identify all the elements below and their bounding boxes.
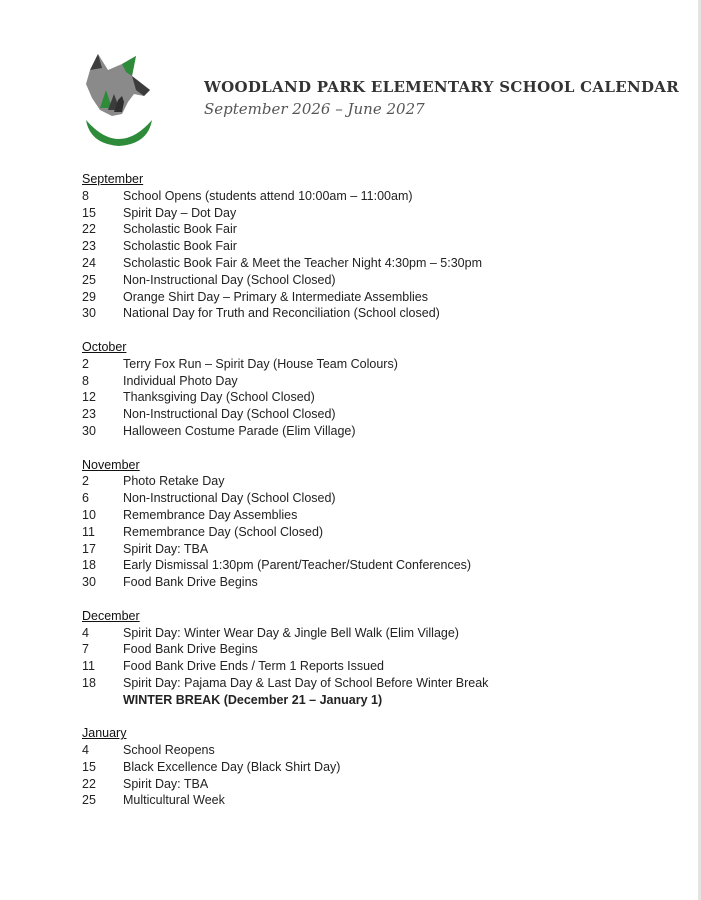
event-day: 12 (82, 390, 96, 405)
event-day: 17 (82, 541, 96, 556)
event-day: 7 (82, 642, 89, 657)
event-description: Spirit Day: TBA (123, 776, 209, 791)
calendar-title: WOODLAND PARK ELEMENTARY SCHOOL CALENDAR (204, 78, 679, 96)
event-day: 18 (82, 675, 96, 690)
event-row (82, 238, 682, 255)
month-section (82, 171, 682, 322)
event-day: 15 (82, 759, 96, 774)
event-description: Early Dismissal 1:30pm (Parent/Teacher/Student Conferences) (123, 558, 472, 573)
event-description: Spirit Day: TBA (123, 541, 209, 556)
month-heading: January (82, 726, 127, 741)
event-row (82, 272, 682, 289)
event-description: Non-Instructional Day (School Closed) (123, 407, 336, 422)
event-day: 8 (82, 188, 89, 203)
event-day: 22 (82, 776, 96, 791)
event-description: Black Excellence Day (Black Shirt Day) (123, 759, 341, 774)
event-day: 24 (82, 255, 96, 270)
event-description: Food Bank Drive Ends / Term 1 Reports Issued (123, 659, 384, 674)
event-row (82, 675, 682, 692)
event-row (82, 524, 682, 541)
calendar-header (204, 78, 679, 118)
event-row (82, 356, 682, 373)
month-heading: November (82, 457, 140, 472)
event-description: Halloween Costume Parade (Elim Village) (123, 423, 356, 438)
event-description: Non-Instructional Day (School Closed) (123, 491, 336, 506)
event-row (82, 658, 682, 675)
month-heading: October (82, 339, 127, 354)
event-day: 23 (82, 407, 96, 422)
event-row (82, 473, 682, 490)
winter-break-note: WINTER BREAK (December 21 – January 1) (123, 692, 383, 707)
event-day: 15 (82, 205, 96, 220)
event-description: Scholastic Book Fair & Meet the Teacher Night 4:30pm – 5:30pm (123, 255, 482, 270)
event-description: Non-Instructional Day (School Closed) (123, 272, 336, 287)
event-day: 30 (82, 575, 96, 590)
event-row (82, 776, 682, 793)
event-row (82, 490, 682, 507)
event-row (82, 423, 682, 440)
event-description: Scholastic Book Fair (123, 239, 237, 254)
calendar-list (82, 171, 682, 826)
event-day: 22 (82, 222, 96, 237)
event-day: 4 (82, 625, 89, 640)
event-row (82, 792, 682, 809)
event-description: Thanksgiving Day (School Closed) (123, 390, 315, 405)
event-description: Scholastic Book Fair (123, 222, 237, 237)
event-row (82, 389, 682, 406)
event-day: 18 (82, 558, 96, 573)
event-description: School Reopens (123, 743, 215, 758)
month-section (82, 457, 682, 591)
month-section (82, 725, 682, 809)
event-description: Terry Fox Run – Spirit Day (House Team Colours) (123, 356, 398, 371)
event-description: Spirit Day: Pajama Day & Last Day of School Before Winter Break (123, 675, 489, 690)
event-row (82, 221, 682, 238)
event-row (82, 574, 682, 591)
event-row (82, 742, 682, 759)
event-row (82, 305, 682, 322)
event-day: 8 (82, 373, 89, 388)
event-description: Photo Retake Day (123, 474, 225, 489)
event-description: School Opens (students attend 10:00am – 11:00am) (123, 188, 413, 203)
event-description: National Day for Truth and Reconciliation (School closed) (123, 306, 440, 321)
calendar-subtitle: September 2026 – June 2027 (204, 100, 425, 118)
event-day: 25 (82, 272, 96, 287)
event-description: Individual Photo Day (123, 373, 238, 388)
event-row (82, 541, 682, 558)
event-day: 2 (82, 356, 89, 371)
event-row (82, 625, 682, 642)
event-row (82, 373, 682, 390)
event-day: 25 (82, 793, 96, 808)
event-row (82, 255, 682, 272)
event-description: Food Bank Drive Begins (123, 642, 258, 657)
event-description: Orange Shirt Day – Primary & Intermediate Assemblies (123, 289, 428, 304)
event-day: 11 (82, 659, 95, 674)
event-day: 30 (82, 423, 96, 438)
event-row (82, 507, 682, 524)
event-day: 30 (82, 306, 96, 321)
month-section (82, 339, 682, 440)
event-description: Spirit Day: Winter Wear Day & Jingle Bell Walk (Elim Village) (123, 625, 459, 640)
event-row (82, 289, 682, 306)
event-description: Multicultural Week (123, 793, 225, 808)
event-description: Food Bank Drive Begins (123, 575, 258, 590)
event-day: 23 (82, 239, 96, 254)
month-heading: September (82, 172, 144, 186)
wolf-logo-icon (78, 50, 160, 150)
month-section (82, 608, 682, 709)
event-description: Remembrance Day (School Closed) (123, 524, 324, 539)
event-description: Remembrance Day Assemblies (123, 507, 298, 522)
event-day: 2 (82, 474, 89, 489)
event-day: 4 (82, 743, 89, 758)
event-day: 11 (82, 524, 95, 539)
event-description: Spirit Day – Dot Day (123, 205, 237, 220)
event-row (82, 205, 682, 222)
event-row (82, 759, 682, 776)
event-day: 29 (82, 289, 96, 304)
event-day: 6 (82, 491, 89, 506)
month-heading: December (82, 608, 140, 623)
event-row (82, 188, 682, 205)
event-row (82, 557, 682, 574)
event-row (82, 641, 682, 658)
event-row (82, 406, 682, 423)
event-day: 10 (82, 507, 96, 522)
